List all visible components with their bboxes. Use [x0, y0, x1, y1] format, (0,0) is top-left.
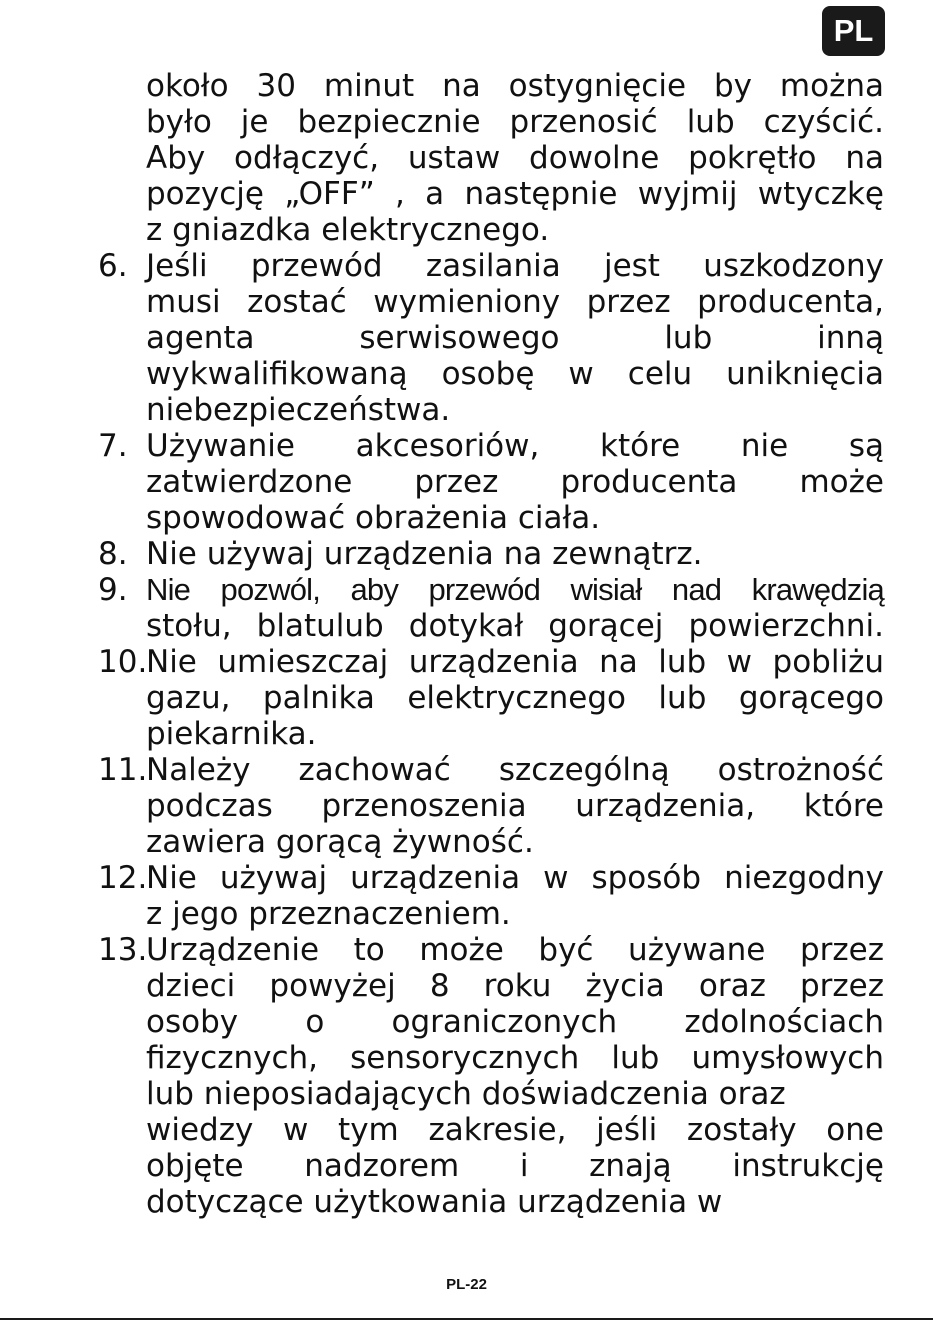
- list-item-start: [98, 536, 888, 572]
- list-item-start: [98, 644, 888, 680]
- language-badge: PL: [822, 6, 885, 56]
- list-item-start: [98, 248, 888, 284]
- line-text: zawiera gorącą żywność.: [146, 824, 534, 860]
- text-line: [98, 896, 888, 932]
- text-line: [98, 464, 888, 500]
- list-item-start: [98, 428, 888, 464]
- line-text: dotyczące użytkowania urządzenia w: [146, 1184, 723, 1220]
- item-number: 11.: [98, 752, 148, 788]
- line-text: objęte nadzorem i znają instrukcję: [146, 1148, 884, 1184]
- line-text: spowodować obrażenia ciała.: [146, 500, 601, 536]
- line-text: wykwalifikowaną osobę w celu uniknięcia: [146, 356, 884, 392]
- line-text: z gniazdka elektrycznego.: [146, 212, 550, 248]
- text-line: [98, 968, 888, 1004]
- text-line: [98, 824, 888, 860]
- list-item-start: [98, 932, 888, 968]
- line-text: dzieci powyżej 8 roku życia oraz przez: [146, 968, 884, 1004]
- text-line: [98, 356, 888, 392]
- line-text: Należy zachować szczególną ostrożność: [146, 752, 884, 788]
- text-line: [98, 284, 888, 320]
- line-text: Nie umieszczaj urządzenia na lub w pobliżu: [146, 644, 884, 680]
- line-text: podczas przenoszenia urządzenia, które: [146, 788, 884, 824]
- text-line: [98, 680, 888, 716]
- text-line: [98, 1040, 888, 1076]
- text-line: [98, 1148, 888, 1184]
- text-line: [98, 1112, 888, 1148]
- text-line: [98, 212, 888, 248]
- item-number: 8.: [98, 536, 128, 572]
- line-text: około 30 minut na ostygnięcie by można: [146, 68, 884, 104]
- list-item-start: [98, 860, 888, 896]
- text-line: [98, 500, 888, 536]
- text-line: [98, 1076, 888, 1112]
- list-item-start: [98, 572, 888, 608]
- line-text: agenta serwisowego lub inną: [146, 320, 884, 356]
- item-number: 7.: [98, 428, 128, 464]
- line-text: Nie pozwól, aby przewód wisiał nad krawędzią: [146, 572, 884, 607]
- line-text: z jego przeznaczeniem.: [146, 896, 511, 932]
- line-text: Nie używaj urządzenia na zewnątrz.: [146, 536, 703, 572]
- line-text: niebezpieczeństwa.: [146, 392, 451, 428]
- line-text: fizycznych, sensorycznych lub umysłowych: [146, 1040, 884, 1076]
- item-number: 13.: [98, 932, 148, 968]
- page-number: PL-22: [446, 1276, 487, 1293]
- item-number: 6.: [98, 248, 128, 284]
- text-line: [98, 104, 888, 140]
- text-line: [98, 68, 888, 104]
- item-number: 12.: [98, 860, 148, 896]
- text-line: [98, 176, 888, 212]
- line-text: było je bezpiecznie przenosić lub czyścić.: [146, 104, 884, 140]
- text-line: [98, 1004, 888, 1040]
- instructions-text: [98, 68, 888, 1220]
- item-number: 10.: [98, 644, 148, 680]
- text-line: [98, 392, 888, 428]
- text-line: [98, 1184, 888, 1220]
- text-line: [98, 716, 888, 752]
- line-text: zatwierdzone przez producenta może: [146, 464, 884, 500]
- text-line: [98, 140, 888, 176]
- line-text: Używanie akcesoriów, które nie są: [146, 428, 884, 464]
- line-text: Aby odłączyć, ustaw dowolne pokrętło na: [146, 140, 884, 176]
- line-text: Urządzenie to może być używane przez: [146, 932, 884, 968]
- list-item-start: [98, 752, 888, 788]
- line-text: osoby o ograniczonych zdolnościach: [146, 1004, 884, 1040]
- line-text: Jeśli przewód zasilania jest uszkodzony: [146, 248, 884, 284]
- text-line: [98, 788, 888, 824]
- line-text: wiedzy w tym zakresie, jeśli zostały one: [146, 1112, 884, 1148]
- text-line: [98, 320, 888, 356]
- line-text: Nie używaj urządzenia w sposób niezgodny: [146, 860, 884, 896]
- text-line: [98, 608, 888, 644]
- line-text: stołu, blatulub dotykał gorącej powierzchni.: [146, 608, 884, 644]
- line-text: musi zostać wymieniony przez producenta,: [146, 284, 884, 320]
- line-text: lub nieposiadających doświadczenia oraz: [146, 1076, 786, 1112]
- line-text: gazu, palnika elektrycznego lub gorącego: [146, 680, 884, 716]
- item-number: 9.: [98, 572, 128, 608]
- line-text: piekarnika.: [146, 716, 317, 752]
- bottom-rule: [0, 1318, 933, 1320]
- line-text: pozycję „OFF” , a następnie wyjmij wtyczkę: [146, 176, 884, 212]
